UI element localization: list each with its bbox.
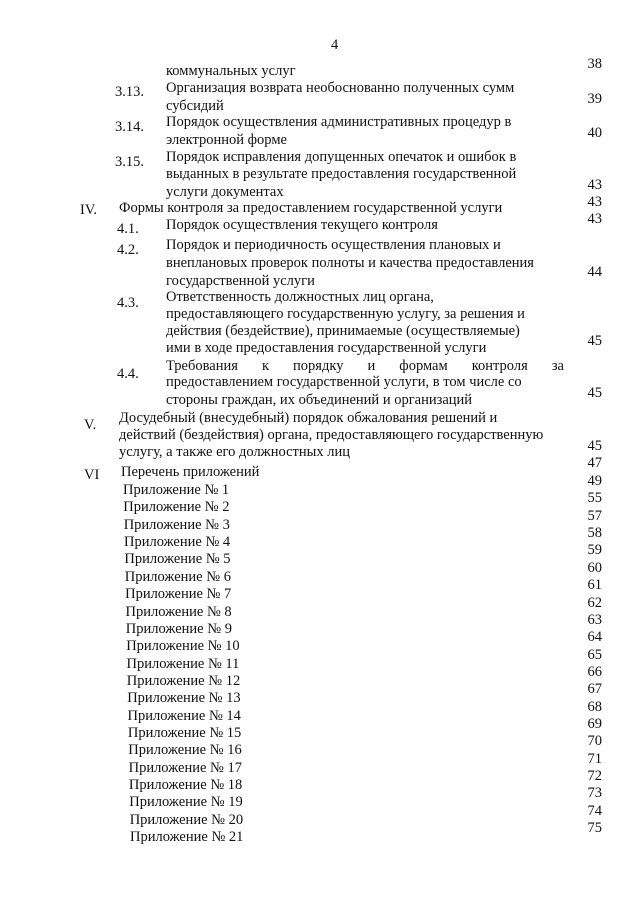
toc-entry-page: 45	[587, 385, 602, 401]
toc-entry-page: 44	[587, 264, 602, 280]
appendix-label: Приложение № 1	[123, 482, 230, 498]
appendix-label: Приложение № 7	[125, 586, 232, 603]
toc-entry-number: 4.2.	[117, 242, 139, 258]
appendix-label: Приложение № 2	[123, 499, 230, 516]
toc-entry-page: 39	[587, 91, 602, 107]
toc-section-number: V.	[84, 417, 97, 433]
appendix-label: Приложение № 5	[124, 551, 231, 568]
appendix-page: 73	[587, 785, 602, 802]
appendix-page: 60	[587, 559, 602, 576]
appendix-page: 58	[587, 525, 602, 541]
toc-entry-page: 43	[587, 177, 602, 193]
appendix-label: Приложение № 8	[125, 603, 232, 620]
appendix-label: Приложение № 21	[130, 829, 244, 845]
toc-entry-text: внеплановых проверок полноты и качества предоставления	[166, 255, 534, 271]
toc-section-title: Досудебный (внесудебный) порядок обжалования решений и	[119, 410, 498, 426]
toc-entry-page: 45	[587, 333, 602, 349]
appendix-label: Приложение № 18	[128, 777, 243, 793]
appendix-label: Приложение № 10	[126, 638, 240, 655]
toc-section-title: действий (бездействия) органа, предоставляющего государственную	[119, 427, 544, 443]
toc-entry-number: 4.3.	[117, 295, 139, 311]
appendix-page: 49	[587, 473, 602, 489]
toc-entry-text: предоставлением государственной услуги, в том числе со	[166, 374, 522, 390]
toc-section-title: услугу, а также его должностных лиц	[119, 444, 350, 460]
toc-entry-number: 3.13.	[115, 84, 144, 100]
appendix-page: 66	[587, 663, 602, 680]
appendix-label: Приложение № 6	[124, 568, 231, 585]
appendix-label: Приложение № 11	[126, 655, 240, 672]
toc-section-number: IV.	[80, 202, 98, 218]
toc-entry-page: 47	[587, 455, 602, 471]
toc-entry-text: стороны граждан, их объединений и организаций	[166, 392, 473, 408]
appendix-label: Приложение № 14	[127, 707, 241, 724]
appendix-label: Приложение № 9	[125, 620, 232, 637]
toc-entry-text: субсидий	[166, 98, 224, 114]
toc-entry-text: Порядок исправления допущенных опечаток и ошибок в	[166, 149, 517, 165]
toc-entry-text: действия (бездействие), принимаемые (осуществляемые)	[166, 323, 520, 339]
appendix-page: 61	[587, 577, 602, 594]
appendix-page: 75	[587, 820, 602, 836]
toc-entry-page: 38	[587, 56, 602, 72]
appendix-label: Приложение № 3	[123, 516, 230, 533]
toc-entry-text: коммунальных услуг	[166, 63, 296, 79]
appendix-label: Приложение № 20	[129, 811, 244, 828]
toc-entry-text: ими в ходе предоставления государственной услуги	[166, 340, 487, 356]
toc-entry-number: 4.1.	[117, 221, 139, 237]
appendix-page: 55	[587, 490, 602, 507]
toc-entry-page: 43	[587, 211, 602, 227]
appendix-page: 67	[587, 681, 602, 698]
toc-entry-text: Требования к порядку и формам контроля за	[166, 358, 564, 374]
appendix-page: 57	[587, 507, 602, 524]
page-number: 4	[331, 37, 339, 53]
toc-entry-text: выданных в результате предоставления государственной	[166, 166, 517, 182]
appendix-page: 72	[587, 768, 602, 784]
appendix-page: 62	[587, 594, 602, 611]
appendix-label: Приложение № 12	[126, 672, 241, 689]
appendix-page: 74	[587, 802, 602, 819]
toc-entry-page: 45	[587, 438, 602, 454]
toc-section-title: Перечень приложений	[121, 464, 260, 480]
appendix-page: 59	[587, 542, 602, 559]
toc-section-number: VI	[84, 467, 100, 483]
appendix-page: 71	[587, 750, 602, 767]
toc-entry-text: предоставляющего государственную услугу, за решения и	[166, 306, 525, 322]
appendix-label: Приложение № 17	[128, 759, 243, 776]
toc-section-title: Формы контроля за предоставлением государственной услуги	[119, 200, 503, 216]
toc-entry-text: Порядок осуществления административных процедур в	[166, 114, 512, 130]
appendix-label: Приложение № 4	[124, 534, 231, 550]
appendix-page: 64	[587, 629, 602, 646]
appendix-label: Приложение № 16	[128, 742, 242, 759]
toc-entry-page: 40	[587, 125, 602, 141]
toc-entry-text: электронной форме	[166, 132, 287, 148]
appendix-label: Приложение № 13	[127, 690, 241, 707]
appendix-page: 70	[587, 733, 602, 750]
appendix-label: Приложение № 15	[127, 724, 242, 741]
toc-entry-number: 3.15.	[115, 154, 144, 170]
toc-entry-text: Ответственность должностных лиц органа,	[166, 289, 434, 305]
toc-entry-text: Порядок и периодичность осуществления плановых и	[166, 237, 501, 253]
appendix-page: 63	[587, 611, 602, 628]
appendix-page: 69	[587, 715, 602, 732]
toc-entry-number: 4.4.	[117, 366, 139, 382]
toc-entry-text: услуги документах	[166, 184, 284, 200]
appendix-page: 68	[587, 698, 602, 715]
toc-entry-text: государственной услуги	[166, 273, 315, 289]
appendix-label: Приложение № 19	[129, 794, 243, 811]
toc-entry-text: Организация возврата необоснованно полученных сумм	[166, 80, 515, 96]
toc-entry-page: 43	[587, 194, 602, 210]
toc-entry-text: Порядок осуществления текущего контроля	[166, 217, 438, 233]
appendix-page: 65	[587, 646, 602, 663]
toc-entry-number: 3.14.	[115, 119, 144, 135]
